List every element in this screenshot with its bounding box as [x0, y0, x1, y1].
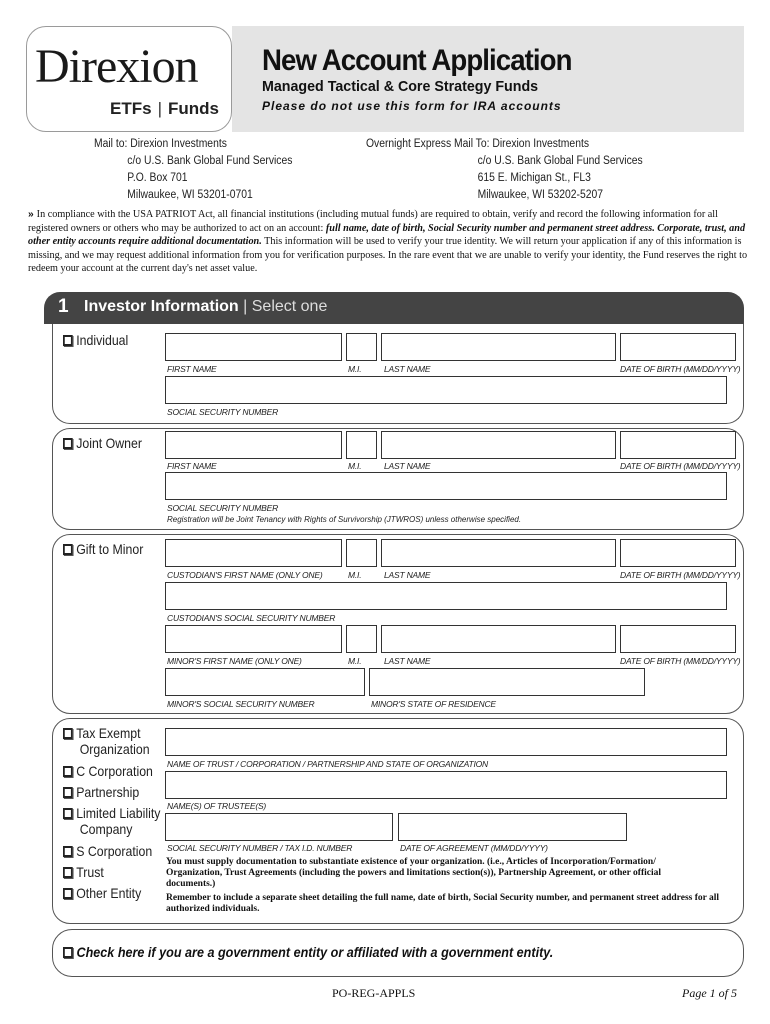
government-entity-option[interactable] [63, 944, 553, 960]
trust-option[interactable] [63, 864, 104, 880]
overnight-line: Milwaukee, WI 53202-5207 [477, 189, 604, 201]
custodian-mi-field[interactable] [346, 539, 377, 567]
overnight-line: Overnight Express Mail To: Direxion Investments [366, 138, 590, 150]
custodian-first-name-field[interactable] [165, 539, 342, 567]
checkbox-icon[interactable] [63, 544, 73, 555]
form-subtitle: Managed Tactical & Core Strategy Funds [262, 78, 539, 95]
s-corporation-option[interactable] [63, 843, 152, 859]
label: M.I. [348, 656, 362, 666]
checkbox-icon[interactable] [63, 947, 73, 958]
label: NAME(S) OF TRUSTEE(S) [167, 801, 267, 811]
option-label: S Corporation [76, 843, 153, 859]
label: SOCIAL SECURITY NUMBER [167, 503, 279, 513]
patriot-emphasis: full name, date of birth, Social Security number and permanent street address. Corporate, trust, and other entity accounts require additional documentation. [28, 222, 746, 247]
entity-name-field[interactable] [165, 728, 727, 756]
checkbox-icon[interactable] [63, 335, 73, 346]
option-label: Partnership [76, 784, 140, 800]
label: DATE OF BIRTH (MM/DD/YYYY) [620, 364, 741, 374]
section-title [84, 298, 327, 316]
individual-dob-field[interactable] [620, 333, 736, 361]
patriot-act-notice [28, 208, 748, 276]
joint-ssn-field[interactable] [165, 472, 727, 500]
logo-funds: Funds [168, 99, 219, 118]
label: M.I. [348, 364, 362, 374]
joint-last-name-field[interactable] [381, 431, 616, 459]
label: LAST NAME [384, 570, 431, 580]
tax-exempt-option[interactable] [63, 725, 150, 757]
overnight-address-block [366, 136, 673, 204]
section-number: 1 [58, 296, 69, 317]
joint-owner-label: Joint Owner [76, 435, 142, 451]
logo-tagline: ETFs | Funds [110, 99, 219, 118]
logo-etfs: ETFs [110, 99, 152, 118]
option-label: Organization [79, 741, 150, 757]
checkbox-icon[interactable] [63, 846, 73, 857]
label: CUSTODIAN'S SOCIAL SECURITY NUMBER [167, 613, 336, 623]
label: CUSTODIAN'S FIRST NAME (ONLY ONE) [167, 570, 323, 580]
joint-owner-group [52, 428, 744, 530]
label: SOCIAL SECURITY NUMBER / TAX I.D. NUMBER [167, 843, 353, 853]
patriot-rest: This information will be used to verify your true identity. We will return your application if any of this information is missing, and we may request additional information from you for verification purposes. In the rare event that we are unable to verify your identity, the Fund reserves the right to redeem your account at the current day's net asset value. [28, 236, 748, 274]
label: MINOR'S SOCIAL SECURITY NUMBER [167, 699, 315, 709]
minor-first-name-field[interactable] [165, 625, 342, 653]
llc-option[interactable] [63, 805, 160, 837]
option-label: Tax Exempt [76, 725, 141, 741]
custodian-last-name-field[interactable] [381, 539, 616, 567]
entity-tax-id-field[interactable] [165, 813, 393, 841]
label: M.I. [348, 461, 362, 471]
joint-dob-field[interactable] [620, 431, 736, 459]
government-entity-label: Check here if you are a government entity or affiliated with a government entity. [76, 944, 554, 960]
label: FIRST NAME [167, 461, 217, 471]
custodian-dob-field[interactable] [620, 539, 736, 567]
c-corporation-option[interactable] [63, 763, 153, 779]
minor-last-name-field[interactable] [381, 625, 616, 653]
label: MINOR'S FIRST NAME (ONLY ONE) [167, 656, 302, 666]
minor-state-field[interactable] [369, 668, 645, 696]
label: M.I. [348, 570, 362, 580]
option-label: C Corporation [76, 763, 153, 779]
joint-mi-field[interactable] [346, 431, 377, 459]
label: DATE OF BIRTH (MM/DD/YYYY) [620, 570, 741, 580]
label: DATE OF BIRTH (MM/DD/YYYY) [620, 656, 741, 666]
documentation-note: You must supply documentation to substantiate existence of your organization. (i.e., Articles of Incorporation/Formation/ Organization, Trust Agreements (including the powers and limitations section(s)), Partnership Agreement, or other official documents.) [166, 857, 662, 889]
checkbox-icon[interactable] [63, 808, 73, 819]
trustee-names-field[interactable] [165, 771, 727, 799]
option-label: Other Entity [76, 885, 142, 901]
checkbox-icon[interactable] [63, 728, 73, 739]
checkbox-icon[interactable] [63, 787, 73, 798]
title-band [232, 26, 744, 132]
section-subtitle: | Select one [243, 298, 328, 315]
page-number: Page 1 of 5 [682, 986, 737, 1000]
option-label: Company [79, 821, 133, 837]
checkbox-icon[interactable] [63, 867, 73, 878]
overnight-line: c/o U.S. Bank Global Fund Services [477, 155, 643, 167]
individual-last-name-field[interactable] [381, 333, 616, 361]
form-title: New Account Application [262, 44, 572, 77]
authorized-individuals-note: Remember to include a separate sheet detailing the full name, date of birth, Social Security number, and permanent street address for all authorized individuals. [166, 893, 720, 914]
patriot-intro: In compliance with the USA PATRIOT Act, all financial institutions (including mutual funds) are required to obtain, verify and record the following information for all registered owners or others who may be authorized to act on an account: [28, 209, 718, 234]
individual-option[interactable] [63, 332, 128, 348]
mail-line: c/o U.S. Bank Global Fund Services [127, 155, 293, 167]
logo-wordmark: Direxion [35, 40, 198, 93]
section-header [44, 292, 744, 324]
label: SOCIAL SECURITY NUMBER [167, 407, 279, 417]
label: DATE OF BIRTH (MM/DD/YYYY) [620, 461, 741, 471]
joint-first-name-field[interactable] [165, 431, 342, 459]
mail-line: Milwaukee, WI 53201-0701 [127, 189, 253, 201]
checkbox-icon[interactable] [63, 766, 73, 777]
label: FIRST NAME [167, 364, 217, 374]
mail-line: P.O. Box 701 [127, 172, 188, 184]
individual-first-name-field[interactable] [165, 333, 342, 361]
individual-mi-field[interactable] [346, 333, 377, 361]
custodian-ssn-field[interactable] [165, 582, 727, 610]
gift-to-minor-option[interactable] [63, 541, 143, 557]
label: LAST NAME [384, 461, 431, 471]
label: LAST NAME [384, 656, 431, 666]
logo [26, 26, 232, 132]
checkbox-icon[interactable] [63, 438, 73, 449]
minor-mi-field[interactable] [346, 625, 377, 653]
individual-label: Individual [76, 332, 129, 348]
individual-ssn-field[interactable] [165, 376, 727, 404]
minor-ssn-field[interactable] [165, 668, 365, 696]
chevron-right-icon: » [28, 209, 34, 220]
mail-line: Mail to: Direxion Investments [94, 138, 227, 150]
gift-to-minor-group [52, 534, 744, 714]
mail-address-block [94, 136, 314, 204]
label: LAST NAME [384, 364, 431, 374]
section-title-text: Investor Information [84, 298, 239, 315]
jtwros-note: Registration will be Joint Tenancy with Rights of Survivorship (JTWROS) unless otherwise specified. [167, 515, 522, 524]
government-entity-box [52, 929, 744, 977]
checkbox-icon[interactable] [63, 888, 73, 899]
overnight-line: 615 E. Michigan St., FL3 [477, 172, 591, 184]
label: MINOR'S STATE OF RESIDENCE [371, 699, 496, 709]
individual-group [52, 324, 744, 424]
minor-dob-field[interactable] [620, 625, 736, 653]
partnership-option[interactable] [63, 784, 139, 800]
joint-owner-option[interactable] [63, 435, 142, 451]
form-code: PO-REG-APPLS [332, 986, 416, 1000]
gift-to-minor-label: Gift to Minor [76, 541, 144, 557]
agreement-date-field[interactable] [398, 813, 627, 841]
option-label: Trust [76, 864, 104, 880]
label: NAME OF TRUST / CORPORATION / PARTNERSHIP AND STATE OF ORGANIZATION [167, 759, 488, 769]
option-label: Limited Liability [76, 805, 161, 821]
ira-warning: Please do not use this form for IRA accounts [262, 99, 562, 113]
entity-group [52, 718, 744, 924]
other-entity-option[interactable] [63, 885, 141, 901]
label: DATE OF AGREEMENT (MM/DD/YYYY) [400, 843, 548, 853]
